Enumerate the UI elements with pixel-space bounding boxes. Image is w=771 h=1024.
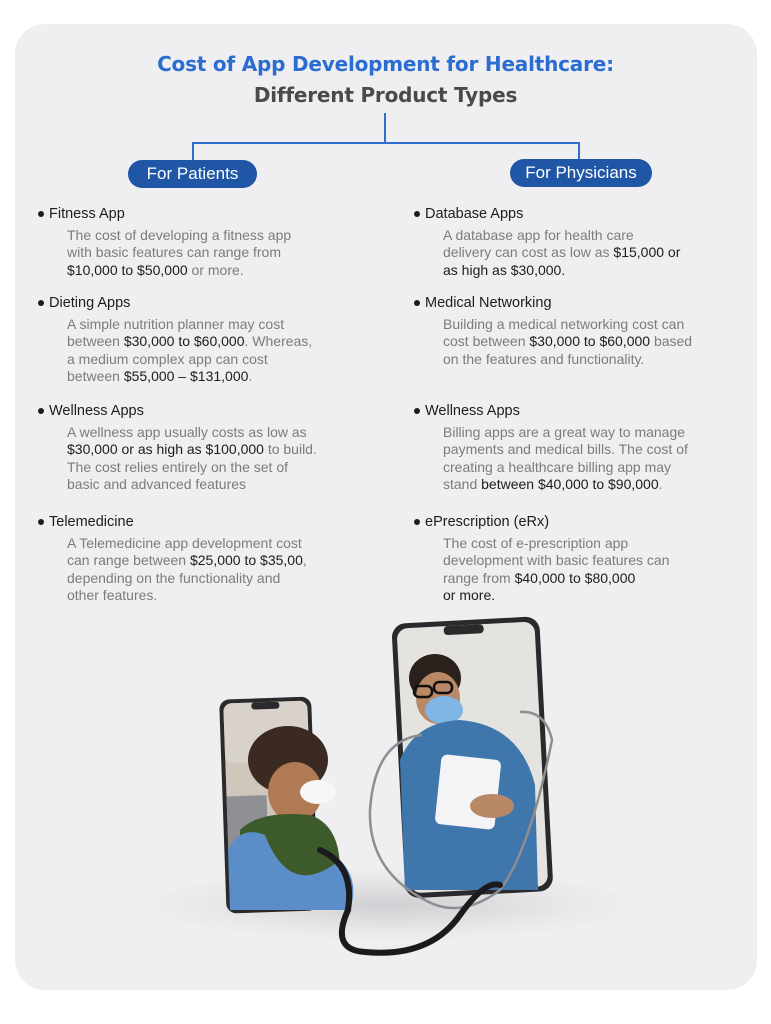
description-line [443, 552, 744, 569]
description-line [443, 570, 744, 587]
item-description [38, 316, 368, 385]
price-highlight: $30,000 to $60,000 [529, 333, 651, 350]
description-line [443, 227, 744, 244]
price-highlight: between $40,000 to $90,000 [481, 475, 659, 492]
telehealth-phones-stethoscope-icon [200, 610, 580, 970]
description-line [67, 424, 368, 441]
item-title-text: ePrescription (eRx) [425, 514, 550, 530]
bullet-icon [414, 211, 420, 217]
description-text: The cost of developing a fitness app [67, 227, 292, 243]
for-patients-pill: For Patients [128, 160, 257, 188]
cost-item [414, 513, 744, 604]
bullet-icon [38, 408, 44, 414]
description-line [443, 476, 744, 493]
price-highlight: as high as $30,000. [443, 261, 566, 278]
description-text: between [67, 333, 124, 350]
description-text: A Telemedicine app development cost [67, 535, 302, 551]
bullet-icon [414, 519, 420, 525]
description-line [67, 476, 368, 493]
bullet-icon [414, 408, 420, 414]
description-text: other features. [67, 586, 158, 603]
description-line [67, 441, 368, 458]
item-title-text: Dieting Apps [49, 295, 131, 311]
description-text: depending on the functionality and [67, 569, 281, 586]
description-line [67, 333, 368, 350]
item-description [414, 535, 744, 604]
item-title [38, 294, 368, 312]
item-title [414, 294, 744, 312]
item-title-text: Wellness Apps [49, 403, 144, 419]
price-highlight: $30,000 or as high as $100,000 [67, 441, 264, 458]
description-text: cost between [443, 333, 530, 350]
price-highlight: $25,000 to $35,00 [189, 552, 303, 569]
item-title [38, 205, 368, 223]
description-line [67, 587, 368, 604]
item-description [414, 424, 744, 493]
item-title-text: Database Apps [425, 206, 524, 222]
description-line [443, 535, 744, 552]
description-line [67, 316, 368, 333]
description-text: A simple nutrition planner may cost [67, 316, 285, 332]
cost-item [38, 294, 368, 385]
description-line [443, 459, 744, 476]
description-line [443, 244, 744, 261]
description-line [67, 262, 368, 279]
description-text: development with basic features can [443, 552, 670, 569]
item-description [414, 227, 744, 279]
description-line [67, 570, 368, 587]
item-title-text: Telemedicine [49, 514, 134, 530]
cost-item [414, 205, 744, 279]
item-title [414, 513, 744, 531]
bullet-icon [38, 300, 44, 306]
description-text: , [302, 552, 307, 569]
description-text: The cost of e-prescription app [443, 535, 629, 551]
description-line [443, 316, 744, 333]
description-text: can range between [67, 552, 190, 569]
page-subtitle: Different Product Types [253, 83, 518, 107]
description-text: or more. [187, 261, 244, 278]
item-title [414, 205, 744, 223]
description-text: with basic features can range from [67, 244, 281, 261]
item-description [38, 227, 368, 279]
page-title: Cost of App Development for Healthcare: [157, 52, 614, 76]
price-highlight: $15,000 or [613, 244, 681, 261]
cost-item [414, 402, 744, 493]
price-highlight: $30,000 to $60,000 [123, 333, 245, 350]
description-text: a medium complex app can cost [67, 350, 268, 367]
description-line [443, 587, 744, 604]
description-line [443, 441, 744, 458]
connector-right-drop [578, 142, 580, 160]
connector-stem [384, 113, 386, 144]
item-title [414, 402, 744, 420]
description-text: to build. [263, 441, 317, 458]
cost-item [38, 205, 368, 279]
price-highlight: or more. [443, 586, 496, 603]
connector-bar [192, 142, 580, 144]
description-line [443, 424, 744, 441]
description-text: . [248, 367, 253, 384]
description-text: creating a healthcare billing app may [443, 458, 672, 475]
description-line [67, 244, 368, 261]
item-title [38, 513, 368, 531]
description-text: A database app for health care [443, 227, 634, 243]
description-text: A wellness app usually costs as low as [67, 424, 307, 440]
item-title [38, 402, 368, 420]
description-line [443, 351, 744, 368]
description-line [67, 459, 368, 476]
description-line [67, 351, 368, 368]
item-description [38, 535, 368, 604]
price-highlight: $55,000 – $131,000 [123, 367, 249, 384]
description-text: basic and advanced features [67, 475, 247, 492]
description-line [67, 552, 368, 569]
price-highlight: $10,000 to $50,000 [67, 261, 188, 278]
description-line [67, 368, 368, 385]
cost-item [38, 513, 368, 604]
telehealth-illustration [200, 610, 580, 970]
item-description [414, 316, 744, 368]
item-title-text: Medical Networking [425, 295, 552, 311]
description-text: range from [443, 569, 515, 586]
description-text: Billing apps are a great way to manage [443, 424, 686, 440]
item-title-text: Fitness App [49, 206, 125, 222]
cost-item [414, 294, 744, 368]
description-line [67, 535, 368, 552]
description-line [443, 262, 744, 279]
item-description [38, 424, 368, 493]
description-text: Building a medical networking cost can [443, 316, 685, 332]
description-text: payments and medical bills. The cost of [443, 441, 688, 458]
description-text: based [650, 333, 693, 350]
description-text: . Whereas, [244, 333, 313, 350]
description-line [67, 227, 368, 244]
description-text: delivery can cost as low as [443, 244, 614, 261]
for-physicians-pill: For Physicians [510, 159, 652, 187]
item-title-text: Wellness Apps [425, 403, 520, 419]
bullet-icon [38, 519, 44, 525]
cost-item [38, 402, 368, 493]
bullet-icon [414, 300, 420, 306]
description-text: on the features and functionality. [443, 350, 645, 367]
connector-left-drop [192, 142, 194, 160]
price-highlight: $40,000 to $80,000 [514, 569, 636, 586]
bullet-icon [38, 211, 44, 217]
description-line [443, 333, 744, 350]
description-text: stand [443, 475, 482, 492]
description-text: . [658, 475, 663, 492]
description-text: The cost relies entirely on the set of [67, 458, 288, 475]
description-text: between [67, 367, 124, 384]
